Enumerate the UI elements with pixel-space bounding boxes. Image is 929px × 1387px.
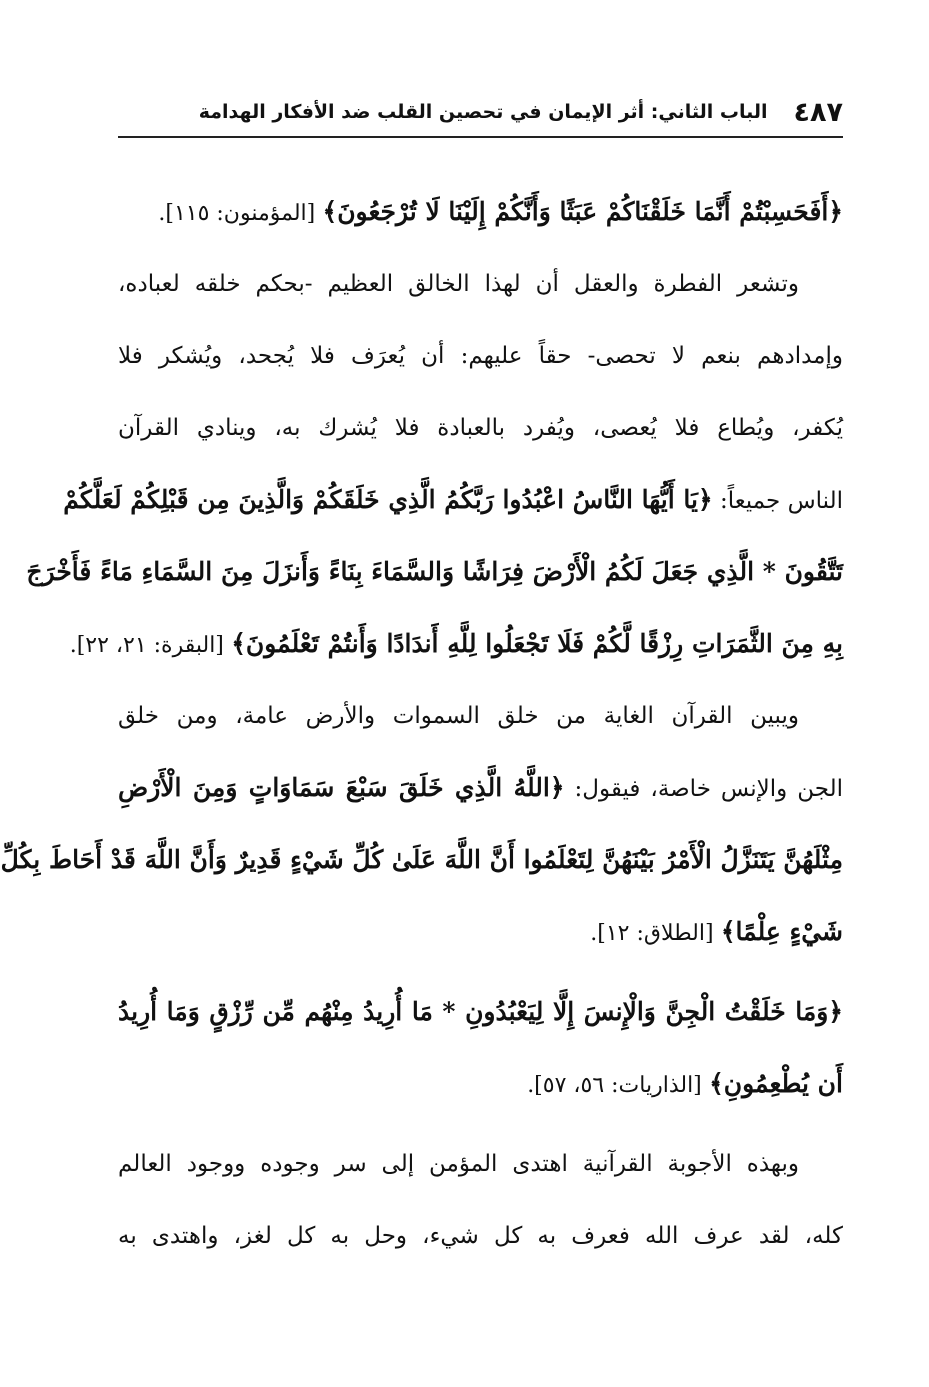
text-line	[69, 608, 843, 680]
line-text: وتشعر الفطرة والعقل أن لهذا الخالق العظيم -بحكم خلقه لعباده،	[118, 271, 799, 297]
page-header	[118, 92, 843, 132]
page-number: ٤٨٧	[793, 96, 843, 128]
verse-reference: [الذاريات: ٥٦، ٥٧].	[527, 1073, 702, 1098]
quran-verse: أَن يُطْعِمُونِ﴾	[709, 1069, 843, 1098]
text-line	[118, 320, 843, 392]
running-title: الباب الثاني: أثر الإيمان في تحصين القلب ضد الأفكار الهدامة	[198, 101, 768, 123]
quran-verse: بِهِ مِنَ الثَّمَرَاتِ رِزْقًا لَّكُمْ فَلَا تَجْعَلُوا لِلَّهِ أَندَادًا وَأَنتُمْ تَعْلَمُونَ﴾	[231, 629, 843, 658]
text-line	[26, 536, 843, 608]
text-line	[118, 752, 843, 824]
line-text: كله، لقد عرف الله فعرف به كل شيء، وحل به كل لغز، واهتدى به	[118, 1223, 843, 1249]
quran-verse: مِثْلَهُنَّ يَتَنَزَّلُ الْأَمْرُ بَيْنَهُنَّ لِتَعْلَمُوا أَنَّ اللَّهَ عَلَىٰ كُلِّ شَيْءٍ قَدِيرٌ وَأَنَّ اللَّهَ قَدْ أَحَاطَ بِكُلِّ	[0, 845, 843, 874]
quran-verse: ﴿اللَّهُ الَّذِي خَلَقَ سَبْعَ سَمَاوَاتٍ وَمِنَ الْأَرْضِ	[118, 773, 565, 802]
quran-verse: ﴿يَا أَيُّهَا النَّاسُ اعْبُدُوا رَبَّكُمُ الَّذِي خَلَقَكُمْ وَالَّذِينَ مِن قَبْلِكُمْ لَعَلَّكُمْ	[63, 485, 713, 514]
body-text	[0, 176, 844, 1272]
verse-reference: [المؤمنون: ١١٥].	[158, 201, 316, 226]
line-text: وإمدادهم بنعم لا تحصى- حقاً عليهم: أن يُعرَف فلا يُجحد، ويُشكر فلا	[118, 343, 843, 369]
header-divider	[118, 136, 843, 138]
verse-reference: [الطلاق: ١٢].	[590, 921, 714, 946]
text-line	[0, 824, 843, 896]
quran-verse: ﴿أَفَحَسِبْتُمْ أَنَّمَا خَلَقْنَاكُمْ عَبَثًا وَأَنَّكُمْ إِلَيْنَا لَا تُرْجَعُونَ﴾	[322, 197, 843, 226]
line-text: وبهذه الأجوبة القرآنية اهتدى المؤمن إلى سر وجوده ووجود العالم	[118, 1151, 799, 1177]
text-line	[118, 976, 843, 1048]
quran-verse: شَيْءٍ عِلْمًا﴾	[720, 917, 843, 946]
text-line	[118, 176, 843, 248]
verse-reference: [البقرة: ٢١، ٢٢].	[69, 633, 224, 658]
quran-verse: تَتَّقُونَ * الَّذِي جَعَلَ لَكُمُ الْأَرْضَ فِرَاشًا وَالسَّمَاءَ بِنَاءً وَأَنزَلَ مِنَ السَّمَاءِ مَاءً فَأَخْرَجَ	[26, 557, 843, 586]
text-line	[118, 248, 843, 320]
line-text: الناس جميعاً:	[719, 488, 843, 514]
quran-verse: ﴿وَمَا خَلَقْتُ الْجِنَّ وَالْإِنسَ إِلَّا لِيَعْبُدُونِ * مَا أُرِيدُ مِنْهُم مِّن رِّزْقٍ وَمَا أُرِيدُ	[118, 997, 843, 1026]
text-line	[118, 1128, 843, 1200]
text-line	[63, 464, 843, 536]
text-line	[118, 680, 843, 752]
text-line	[118, 392, 843, 464]
text-line	[118, 896, 843, 968]
text-line	[118, 1048, 843, 1120]
text-line	[118, 1200, 843, 1272]
line-text: ويبين القرآن الغاية من خلق السموات والأرض عامة، ومن خلق	[118, 703, 799, 729]
line-text: يُكفر، ويُطاع فلا يُعصى، ويُفرد بالعبادة فلا يُشرك به، وينادي القرآن	[118, 415, 843, 441]
line-text: الجن والإنس خاصة، فيقول:	[574, 776, 844, 802]
